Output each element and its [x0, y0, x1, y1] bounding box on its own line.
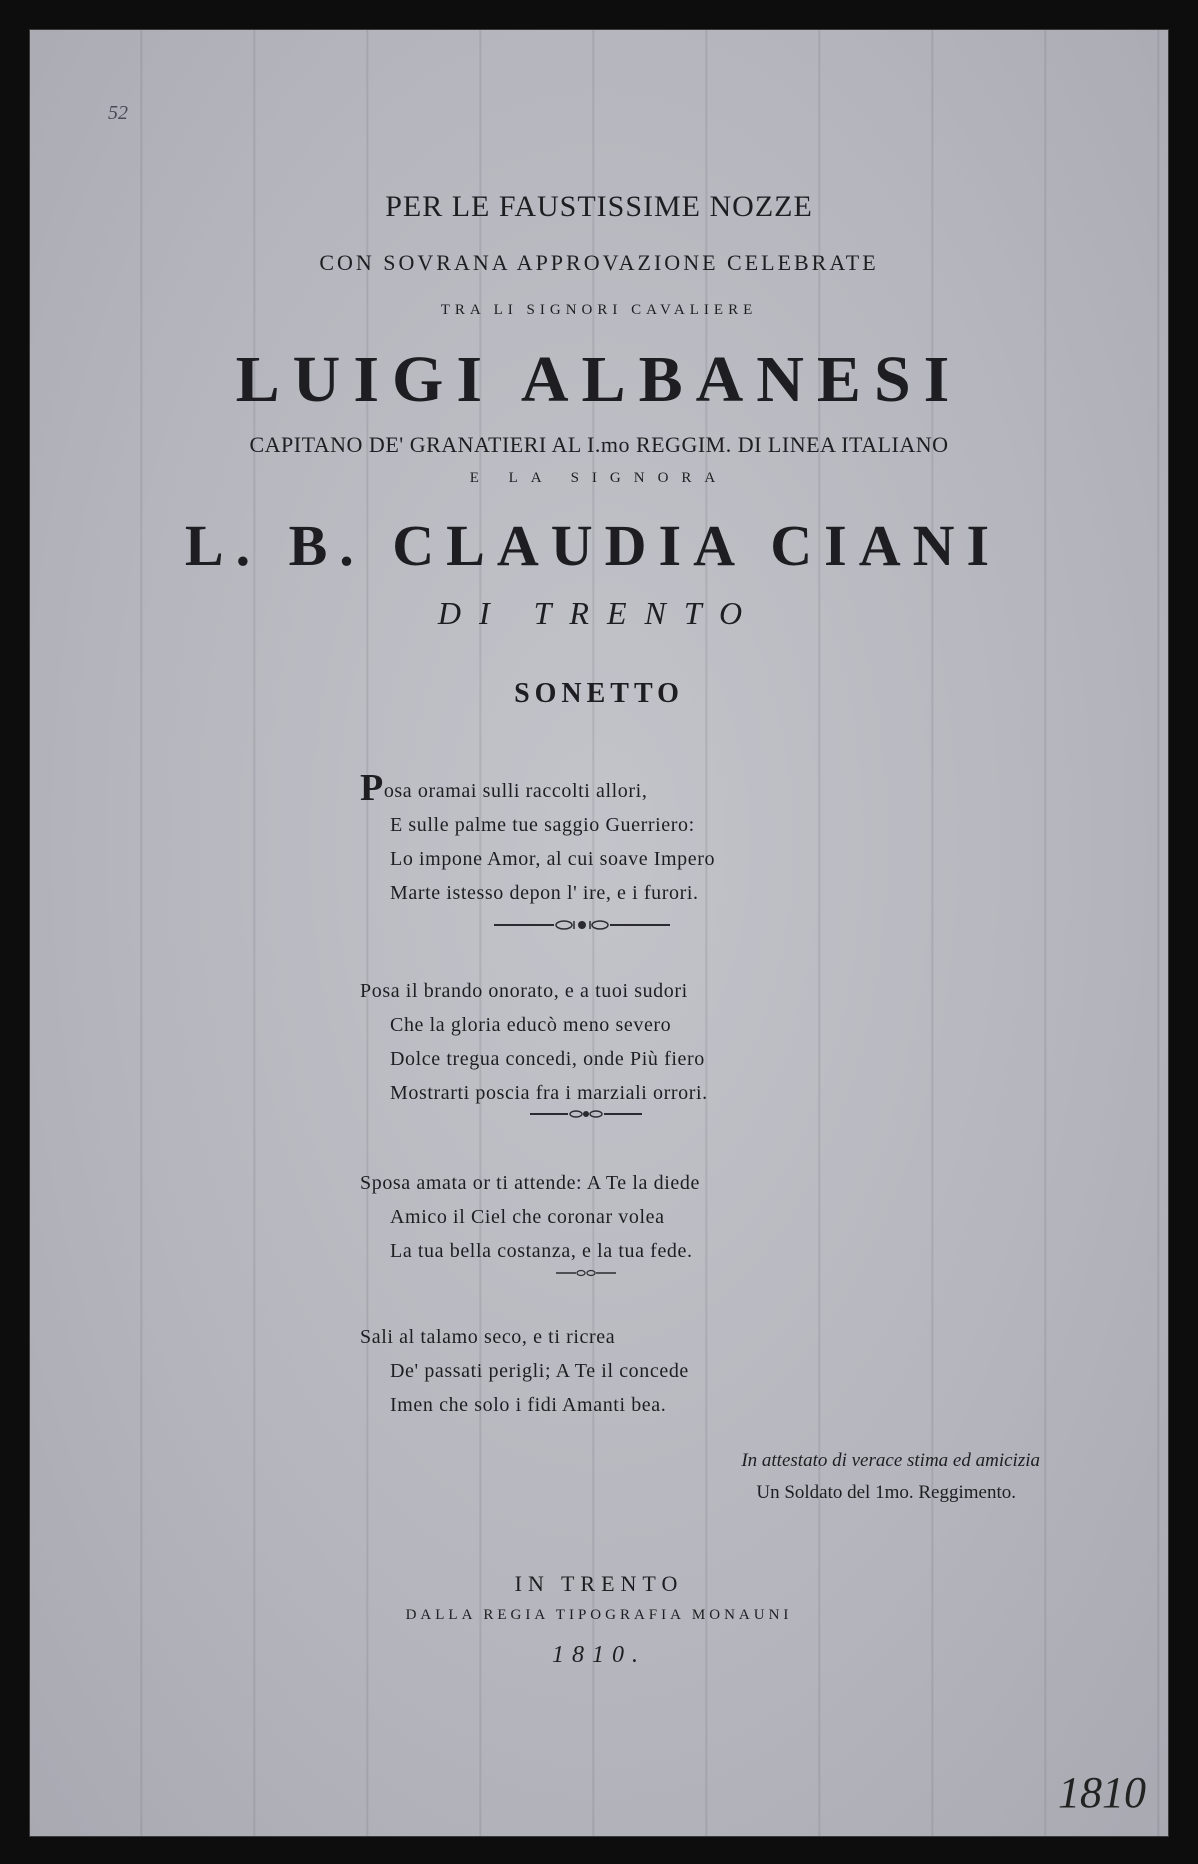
- verse-line: Mostrarti poscia fra i marziali orrori.: [390, 1082, 708, 1104]
- handwritten-year: 1810: [1058, 1768, 1146, 1817]
- dedication-line-2: Un Soldato del 1mo. Reggimento.: [756, 1482, 1016, 1503]
- verse-line: Amico il Ciel che coronar volea: [390, 1206, 665, 1228]
- ornament-divider-medium: [530, 1108, 642, 1120]
- stanza-2: [360, 974, 1040, 1110]
- archive-number: 52: [108, 102, 128, 124]
- verse-line: Sposa amata or ti attende: A Te la diede: [360, 1172, 700, 1194]
- stanza-3: [360, 1166, 1040, 1268]
- verse-line: Imen che solo i fidi Amanti bea.: [390, 1394, 667, 1416]
- imprint-city: IN TRENTO: [514, 1571, 684, 1596]
- title-line-3: TRA LI SIGNORI CAVALIERE: [440, 302, 758, 318]
- verse-line: Lo impone Amor, al cui soave Impero: [390, 848, 716, 870]
- verse-line: Dolce tregua concedi, onde Più fiero: [390, 1048, 705, 1070]
- imprint-year: 1810.: [552, 1642, 646, 1668]
- printed-sheet: [30, 30, 1168, 1836]
- title-line-1: PER LE FAUSTISSIME NOZZE: [385, 190, 813, 223]
- verse-line: Posa oramai sulli raccolti allori,: [360, 767, 648, 809]
- bride-name: L. B. CLAUDIA CIANI: [184, 513, 1002, 578]
- verse-line: Marte istesso depon l' ire, e i furori.: [390, 882, 699, 904]
- bride-origin: DI TRENTO: [437, 595, 761, 631]
- verse-line: De' passati perigli; A Te il concede: [390, 1360, 689, 1382]
- drop-cap: P: [360, 767, 384, 809]
- poem-heading: SONETTO: [514, 678, 684, 709]
- dedication-line-1: In attestato di verace stima ed amicizia: [741, 1450, 1040, 1471]
- groom-name: LUIGI ALBANESI: [235, 343, 963, 416]
- title-line-2: CON SOVRANA APPROVAZIONE CELEBRATE: [319, 250, 879, 275]
- imprint-printer: DALLA REGIA TIPOGRAFIA MONAUNI: [405, 1607, 793, 1623]
- verse-line: La tua bella costanza, e la tua fede.: [390, 1240, 693, 1262]
- verse-line: E sulle palme tue saggio Guerriero:: [390, 814, 695, 836]
- connector-line: E LA SIGNORA: [469, 470, 729, 486]
- ornament-divider-small: [556, 1268, 616, 1278]
- stanza-4: [360, 1320, 1040, 1422]
- ornament-divider-large: [494, 918, 670, 932]
- verse-line: Che la gloria educò meno severo: [390, 1014, 672, 1036]
- stanza-1: [360, 767, 1040, 910]
- verse-line: Posa il brando onorato, e a tuoi sudori: [360, 980, 688, 1002]
- groom-title: CAPITANO DE' GRANATIERI AL I.mo REGGIM. DI LINEA ITALIANO: [249, 432, 949, 457]
- verse-line: Sali al talamo seco, e ti ricrea: [360, 1326, 616, 1348]
